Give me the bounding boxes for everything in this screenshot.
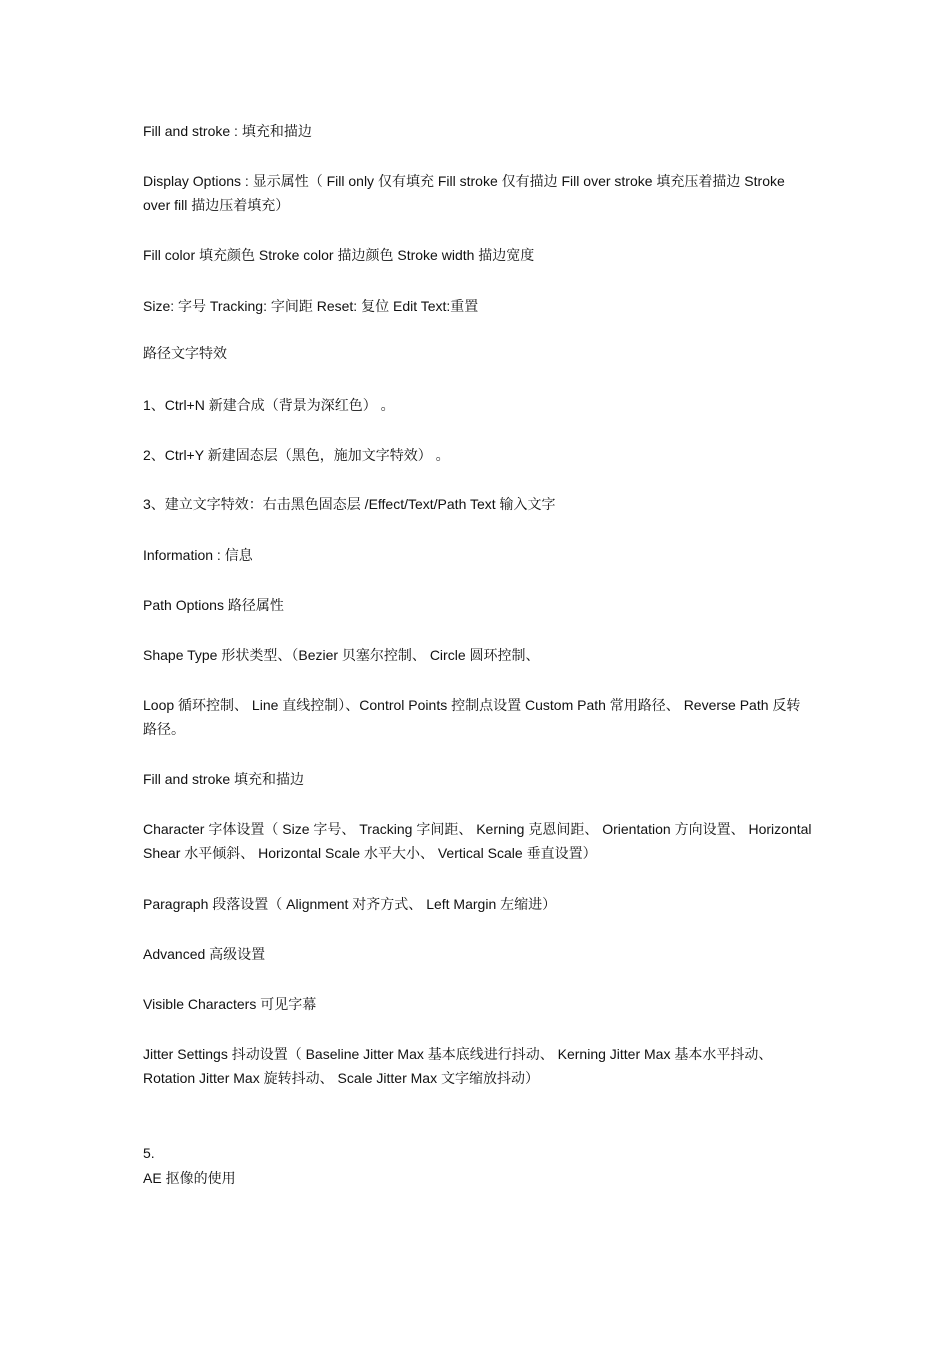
paragraph-jitter-settings: Jitter Settings 抖动设置（ Baseline Jitter Max 基本底线进行抖动、 Kerning Jitter Max 基本水平抖动、 Rotation Jitter Max 旋转抖动、 Scale Jitter Max 文字缩放抖动）: [143, 1046, 773, 1086]
paragraph-step-1: 1、Ctrl+N 新建合成（背景为深红色） 。: [143, 397, 395, 413]
paragraph-size-tracking: Size: 字号 Tracking: 字间距 Reset: 复位 Edit Text:重置: [143, 298, 479, 314]
paragraph-fill-color: Fill color 填充颜色 Stroke color 描边颜色 Stroke width 描边宽度: [143, 247, 535, 263]
paragraph-information: Information : 信息: [143, 547, 253, 563]
paragraph-path-options: Path Options 路径属性: [143, 597, 284, 613]
paragraph-step-2: 2、Ctrl+Y 新建固态层（黑色，施加文字特效） 。: [143, 447, 450, 463]
paragraph-display-options: Display Options : 显示属性（ Fill only 仅有填充 Fill stroke 仅有描边 Fill over stroke 填充压着描边 Stroke over fill 描边压着填充）: [143, 173, 785, 213]
paragraph-shape-type: Shape Type 形状类型、（Bezier 贝塞尔控制、 Circle 圆环控制、: [143, 647, 540, 663]
paragraph-step-3: 3、建立文字特效：右击黑色固态层 /Effect/Text/Path Text 输入文字: [143, 496, 556, 512]
paragraph-path-text-heading: 路径文字特效: [143, 345, 227, 361]
paragraph-loop: Loop 循环控制、 Line 直线控制）、Control Points 控制点设置 Custom Path 常用路径、 Reverse Path 反转路径。: [143, 697, 801, 737]
paragraph-section-title: AE 抠像的使用: [143, 1170, 236, 1186]
paragraph-paragraph: Paragraph 段落设置（ Alignment 对齐方式、 Left Margin 左缩进）: [143, 896, 557, 912]
paragraph-fill-and-stroke-2: Fill and stroke 填充和描边: [143, 771, 305, 787]
paragraph-visible-characters: Visible Characters 可见字幕: [143, 996, 317, 1012]
paragraph-section-number: 5.: [143, 1145, 155, 1161]
paragraph-character: Character 字体设置（ Size 字号、 Tracking 字间距、 Kerning 克恩间距、 Orientation 方向设置、 Horizontal Shear 水平倾斜、 Horizontal Scale 水平大小、 Vertical Scale 垂直设置）: [143, 821, 812, 861]
paragraph-advanced: Advanced 高级设置: [143, 946, 266, 962]
paragraph-fill-and-stroke: Fill and stroke : 填充和描边: [143, 123, 312, 139]
